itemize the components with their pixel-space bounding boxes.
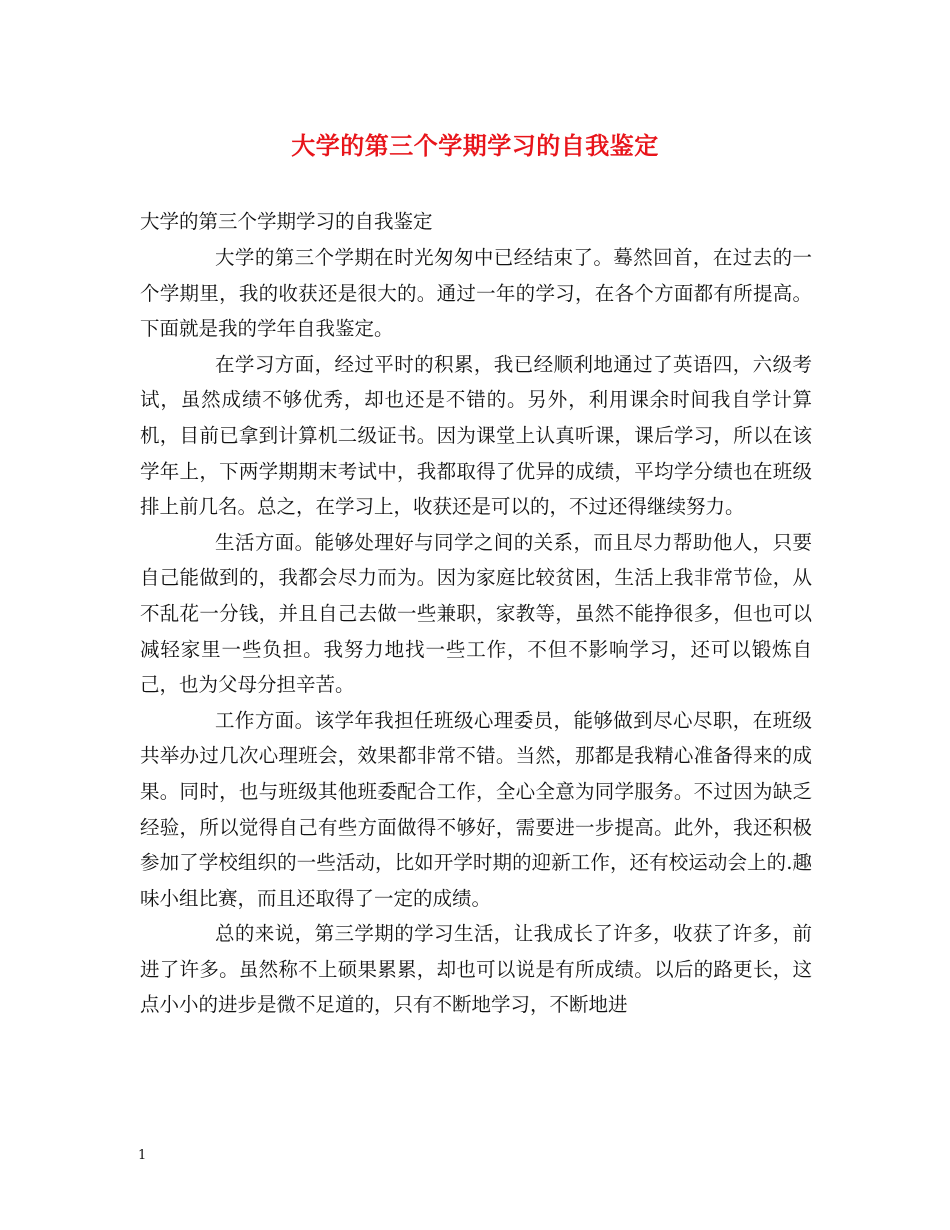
- paragraph-work: 工作方面。该学年我担任班级心理委员，能够做到尽心尽职，在班级共举办过几次心理班会，效果都非常不错。当然，那都是我精心准备得来的成果。同时，也与班级其他班委配合工作，全心全意为同学服务。不过因为缺乏经验，所以觉得自己有些方面做得不够好，需要进一步提高。此外，我还积极参加了学校组织的一些活动，比如开学时期的迎新工作，还有校运动会上的.趣味小组比赛，而且还取得了一定的成绩。: [140, 708, 812, 910]
- document-subtitle: 大学的第三个学期学习的自我鉴定: [140, 210, 433, 233]
- document-body: [140, 240, 812, 1023]
- paragraph-life: 生活方面。能够处理好与同学之间的关系，而且尽力帮助他人，只要自己能做到的，我都会尽力而为。因为家庭比较贫困，生活上我非常节俭，从不乱花一分钱，并且自己去做一些兼职，家教等，虽然不能挣很多，但也可以减轻家里一些负担。我努力地找一些工作，不但不影响学习，还可以锻炼自己，也为父母分担辛苦。: [140, 530, 812, 697]
- paragraph-intro: 大学的第三个学期在时光匆匆中已经结束了。蓦然回首，在过去的一个学期里，我的收获还是很大的。通过一年的学习，在各个方面都有所提高。下面就是我的学年自我鉴定。: [140, 246, 812, 341]
- paragraph-study: 在学习方面，经过平时的积累，我已经顺利地通过了英语四，六级考试，虽然成绩不够优秀，却也还是不错的。另外，利用课余时间我自学计算机，目前已拿到计算机二级证书。因为课堂上认真听课，课后学习，所以在该学年上，下两学期期末考试中，我都取得了优异的成绩，平均学分绩也在班级排上前几名。总之，在学习上，收获还是可以的，不过还得继续努力。: [140, 352, 812, 519]
- document-title: 大学的第三个学期学习的自我鉴定: [291, 131, 659, 160]
- page-number: 1: [138, 1148, 147, 1163]
- paragraph-summary: 总的来说，第三学期的学习生活，让我成长了许多，收获了许多，前进了许多。虽然称不上硕果累累，却也可以说是有所成绩。以后的路更长，这点小小的进步是微不足道的，只有不断地学习，不断地进: [140, 922, 812, 1017]
